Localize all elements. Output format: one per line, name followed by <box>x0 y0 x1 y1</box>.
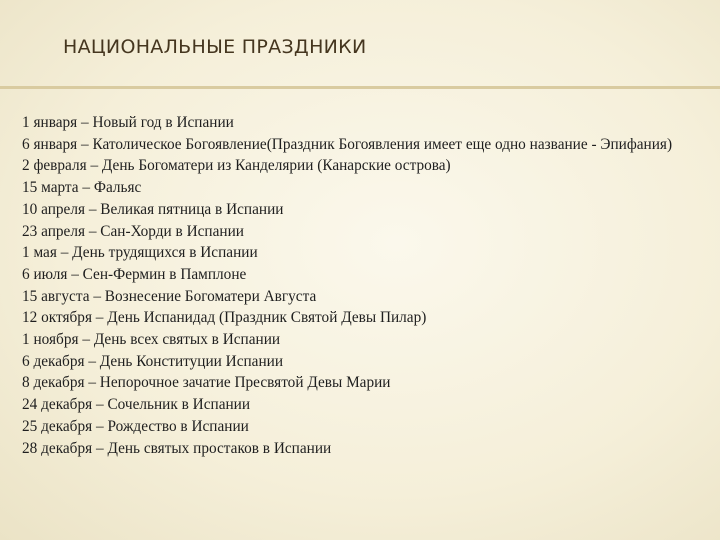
slide-title: НАЦИОНАЛЬНЫЕ ПРАЗДНИКИ <box>63 36 367 58</box>
holiday-item: 2 февраля – День Богоматери из Канделярии (Канарские острова) <box>22 157 451 175</box>
holiday-item: 28 декабря – День святых простаков в Испании <box>22 439 332 457</box>
holiday-item: 10 апреля – Великая пятница в Испании <box>22 200 284 218</box>
holiday-item: 25 декабря – Рождество в Испании <box>22 417 249 435</box>
holiday-item: 23 апреля – Сан-Хорди в Испании <box>22 222 244 240</box>
holiday-item: 24 декабря – Сочельник в Испании <box>22 396 251 414</box>
holiday-item: 1 января – Новый год в Испании <box>22 114 234 131</box>
holiday-item: 1 мая – День трудящихся в Испании <box>22 244 258 262</box>
holiday-item: 6 июля – Сен-Фермин в Памплоне <box>22 265 247 283</box>
holiday-item: 1 ноября – День всех святых в Испании <box>22 331 281 349</box>
holiday-item: 12 октября – День Испанидад (Праздник Святой Девы Пилар) <box>22 309 427 327</box>
holiday-item: 6 декабря – День Конституции Испании <box>22 352 284 370</box>
holiday-item: 8 декабря – Непорочное зачатие Пресвятой Девы Марии <box>22 374 391 392</box>
holiday-list <box>22 112 700 459</box>
holiday-item: 6 января – Католическое Богоявление(Праздник Богоявления имеет еще одно название - Эпифания) <box>22 135 673 153</box>
holiday-item: 15 августа – Вознесение Богоматери Августа <box>22 287 317 305</box>
title-divider <box>0 86 720 89</box>
holiday-item: 15 марта – Фальяс <box>22 179 142 197</box>
